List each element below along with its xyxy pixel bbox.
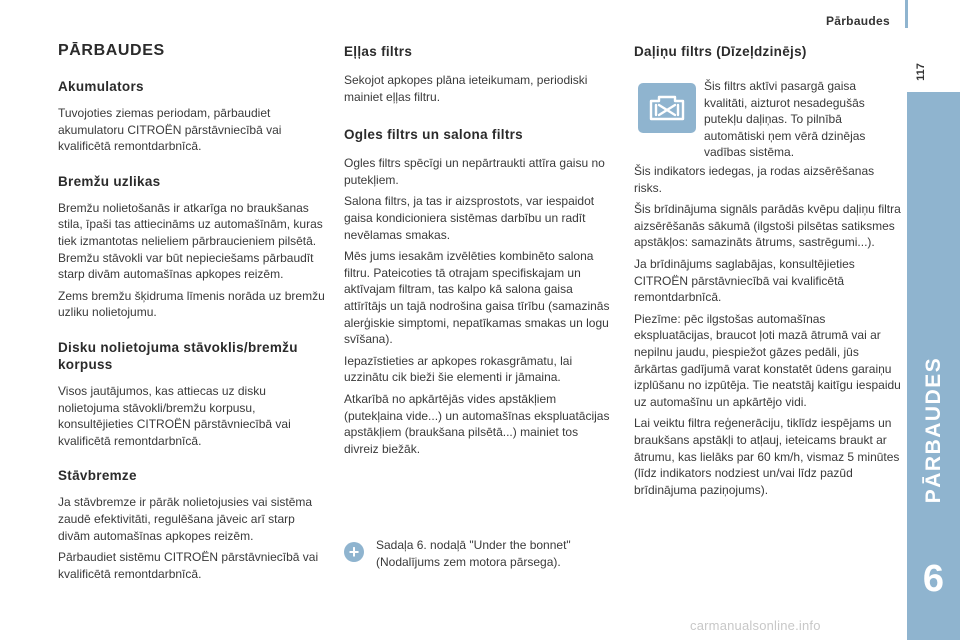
paragraph: Tuvojoties ziemas periodam, pārbaudiet akumulatoru CITROËN pārstāvniecībā vai kvalificētā remontdarbnīcā. — [58, 106, 282, 154]
section-heading-ellas: Eļļas filtrs — [344, 44, 413, 59]
paragraph: Piezīme: pēc ilgstošas automašīnas ekspluatācijas, braucot ļoti mazā ātrumā vai ar nepilnu jaudu, piespiežot gāzes pedāli, jūs ārkārtas gadījumā varat konstatēt ūdens garaiņu izplūšanu no izpūtēja. Tie neatstāj kaitīgu iespaidu uz automašīnu un apkārtējo vidi. — [634, 311, 901, 409]
column-middle — [344, 43, 612, 462]
paragraph: Ja stāvbremze ir pārāk nolietojusies vai sistēma zaudē efektivitāti, regulēšana jāveic arī starp divām automašīnas apkopes reizēm. — [58, 495, 313, 543]
section-heading-bremzu: Bremžu uzlikas — [58, 173, 161, 189]
paragraph: Ja brīdinājums saglabājas, konsultējieties CITROËN pārstāvniecībā vai kvalificētā remontdarbnīcā. — [634, 256, 855, 305]
paragraph-intro — [704, 78, 902, 161]
header-divider — [905, 0, 908, 28]
paragraph: Sekojot apkopes plāna ieteikumam, periodiski mainiet eļļas filtru. — [344, 73, 588, 104]
page-header-title: Pārbaudes — [825, 14, 890, 28]
section-heading-dalinu: Daļiņu filtrs (Dīzeļdzinējs) — [634, 44, 807, 59]
watermark: carmanualsonline.info — [690, 618, 821, 633]
paragraph: Zems bremžu šķidruma līmenis norāda uz bremžu uzliku nolietojumu. — [58, 288, 325, 320]
paragraph-text: Šis filtrs aktīvi pasargā gaisa kvalitāti, aizturot nesadegušās putekļu daļiņas. To pilnībā automātiski ņem vērā dzinējas vadības sistēma. — [704, 79, 866, 160]
page-number: 117 — [915, 63, 927, 81]
paragraph: Šis indikators iedegas, ja rodas aizsērēšanas risks. — [634, 164, 875, 195]
plus-icon: + — [344, 542, 364, 562]
chapter-tab-text: PĀRBAUDES — [921, 356, 945, 504]
section-heading-ogles: Ogles filtrs un salona filtrs — [344, 127, 523, 143]
paragraph: Visos jautājumos, kas attiecas uz disku nolietojuma stāvokli/bremžu korpusu, konsultējieties CITROËN pārstāvniecībā vai kvalificētā remontdarbnīcā. — [58, 383, 291, 448]
paragraph: Iepazīstieties ar apkopes rokasgrāmatu, lai uzzinātu cik bieži šie elementi ir jāmaina. — [344, 353, 573, 385]
paragraph: Salona filtrs, ja tas ir aizsprostots, var iespaidot gaisa kondicioniera sistēmas darbību un radīt nevēlamas smakas. — [344, 194, 595, 242]
section-heading-disku: Disku nolietojuma stāvoklis/bremžu korpuss — [58, 339, 298, 372]
paragraph: Šis brīdinājuma signāls parādās kvēpu daļiņu filtra aizsērēšanās sākumā (ilgstoši pilsētas satiksmes apstākļos: samazināts ātrums, sastrēgumi...). — [634, 202, 901, 250]
page-title: PĀRBAUDES — [58, 42, 165, 59]
column-right — [634, 78, 902, 166]
cross-reference-text: Sadaļa 6. nodaļā "Under the bonnet" (Nodalījums zem motora pārsega). — [376, 538, 571, 569]
paragraph: Mēs jums iesakām izvēlēties kombinēto salona filtru. Pateicoties tā otrajam specifiskajam un aktīvajam filtram, tas kalpo kā salona gaisa attīrītājs un tajā nodrošina gaisa tīrību (samazinās alerģiskie simptomi, nepatīkamas smakas un logu svīšana). — [344, 249, 610, 347]
column-right-body — [634, 163, 902, 503]
paragraph: Ogles filtrs spēcīgi un nepārtraukti attīra gaisu no putekļiem. — [344, 156, 605, 187]
paragraph: Bremžu nolietošanās ir atkarīga no braukšanas stila, īpaši tas attiecināms uz automašīnām, kuras tiek izmantotas nelieliem pārbraucieniem pilsētā. Bremžu stāvokli var būt nepieciešams pārbaudīt starp divām automašīnas apkopes reizēm. — [58, 200, 323, 282]
section-heading-stavbremze: Stāvbremze — [58, 468, 137, 484]
chapter-tab-label — [907, 310, 960, 550]
section-heading-akumulators: Akumulators — [58, 79, 144, 94]
column-left — [58, 42, 330, 587]
chapter-number: 6 — [922, 558, 945, 600]
paragraph: Lai veiktu filtra reģenerāciju, tiklīdz iespējams un braukšans apstākļi to atļauj, ieteicams braukt ar ātrumu, kas lielāks par 60 km/h, vismaz 5 minūtes (līdz indikators nodziest un/vai līdz pazūd brīdinājuma paziņojums). — [634, 416, 900, 497]
paragraph: Pārbaudiet sistēmu CITROËN pārstāvniecībā vai kvalificētā remontdarbnīcā. — [58, 550, 319, 581]
paragraph: Atkarībā no apkārtējās vides apstākļiem (putekļaina vide...) un automašīnas ekspluatācijas apstākļiem (braukšana pilsētā...) mainiet tos divreiz biežāk. — [344, 391, 610, 456]
